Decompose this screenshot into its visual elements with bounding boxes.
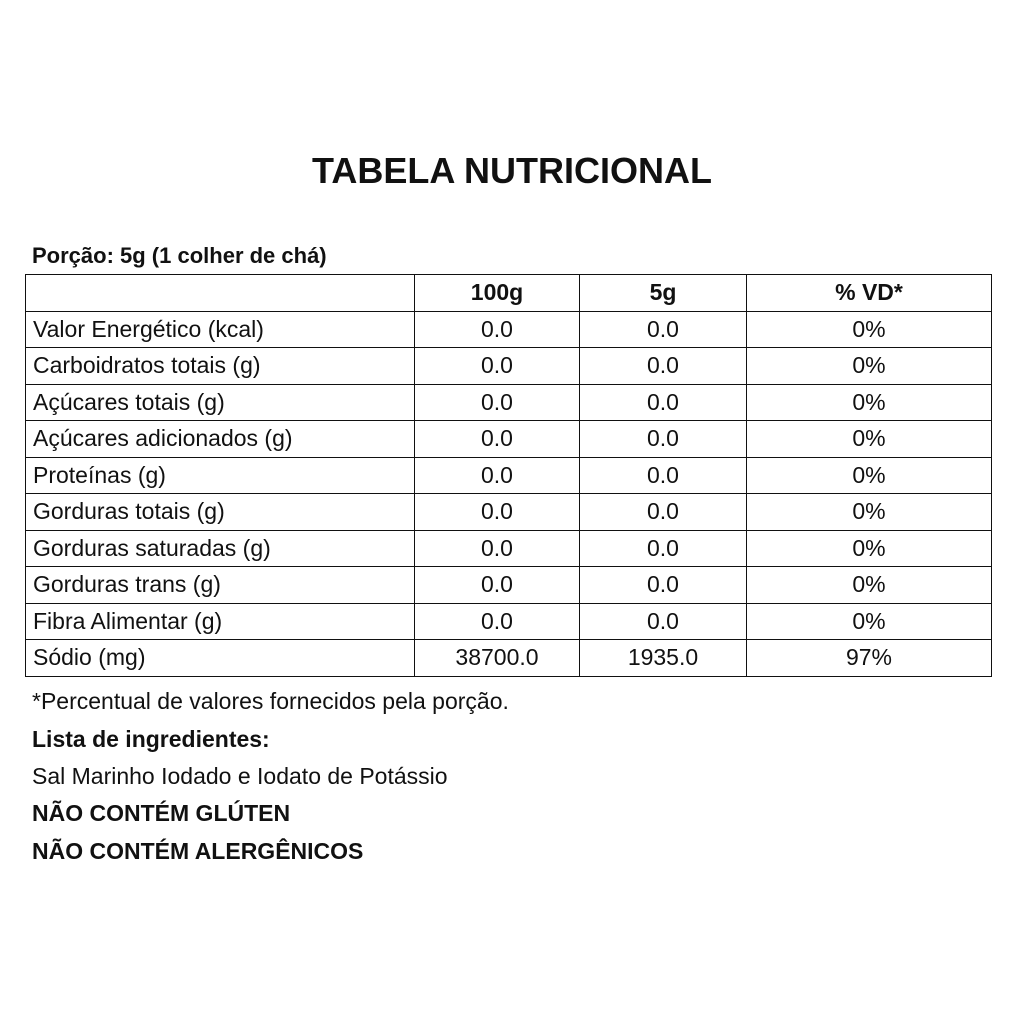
table-row	[26, 348, 992, 385]
portion-label: Porção: 5g (1 colher de chá)	[32, 243, 327, 268]
nutrient-label: Fibra Alimentar (g)	[26, 603, 415, 640]
value-5g: 0.0	[580, 311, 747, 348]
table-row	[26, 384, 992, 421]
table-row	[26, 421, 992, 458]
value-5g: 0.0	[580, 603, 747, 640]
value-vd: 97%	[747, 640, 992, 677]
allergen-notice: NÃO CONTÉM ALERGÊNICOS	[32, 838, 364, 864]
header-100g: 100g	[415, 275, 580, 312]
value-100g: 0.0	[415, 567, 580, 604]
table-row	[26, 567, 992, 604]
value-vd: 0%	[747, 384, 992, 421]
value-vd: 0%	[747, 567, 992, 604]
value-vd: 0%	[747, 603, 992, 640]
value-5g: 0.0	[580, 530, 747, 567]
value-100g: 38700.0	[415, 640, 580, 677]
value-100g: 0.0	[415, 603, 580, 640]
nutrient-label: Proteínas (g)	[26, 457, 415, 494]
value-100g: 0.0	[415, 457, 580, 494]
value-5g: 0.0	[580, 348, 747, 385]
value-vd: 0%	[747, 421, 992, 458]
vd-footnote: *Percentual de valores fornecidos pela porção.	[32, 688, 509, 714]
table-header-row	[26, 275, 992, 312]
value-5g: 0.0	[580, 457, 747, 494]
header-nutrient	[26, 275, 415, 312]
ingredients-title: Lista de ingredientes:	[32, 726, 270, 752]
gluten-notice: NÃO CONTÉM GLÚTEN	[32, 800, 291, 826]
value-vd: 0%	[747, 494, 992, 531]
nutrient-label: Valor Energético (kcal)	[26, 311, 415, 348]
value-100g: 0.0	[415, 421, 580, 458]
nutrient-label: Gorduras saturadas (g)	[26, 530, 415, 567]
nutrient-label: Carboidratos totais (g)	[26, 348, 415, 385]
nutrient-label: Açúcares adicionados (g)	[26, 421, 415, 458]
page-title: TABELA NUTRICIONAL	[312, 150, 712, 191]
nutrient-label: Gorduras trans (g)	[26, 567, 415, 604]
nutrition-table	[25, 274, 992, 677]
value-vd: 0%	[747, 457, 992, 494]
nutrient-label: Sódio (mg)	[26, 640, 415, 677]
value-5g: 0.0	[580, 421, 747, 458]
table-row	[26, 603, 992, 640]
value-vd: 0%	[747, 348, 992, 385]
nutrient-label: Gorduras totais (g)	[26, 494, 415, 531]
ingredients-text: Sal Marinho Iodado e Iodato de Potássio	[32, 763, 448, 789]
value-100g: 0.0	[415, 348, 580, 385]
header-vd: % VD*	[747, 275, 992, 312]
value-100g: 0.0	[415, 311, 580, 348]
table-row	[26, 457, 992, 494]
value-5g: 0.0	[580, 494, 747, 531]
value-vd: 0%	[747, 311, 992, 348]
table-row	[26, 530, 992, 567]
value-5g: 0.0	[580, 567, 747, 604]
value-100g: 0.0	[415, 384, 580, 421]
header-5g: 5g	[580, 275, 747, 312]
value-100g: 0.0	[415, 530, 580, 567]
value-100g: 0.0	[415, 494, 580, 531]
value-5g: 0.0	[580, 384, 747, 421]
value-vd: 0%	[747, 530, 992, 567]
nutrient-label: Açúcares totais (g)	[26, 384, 415, 421]
value-5g: 1935.0	[580, 640, 747, 677]
table-row	[26, 640, 992, 677]
table-row	[26, 311, 992, 348]
table-row	[26, 494, 992, 531]
